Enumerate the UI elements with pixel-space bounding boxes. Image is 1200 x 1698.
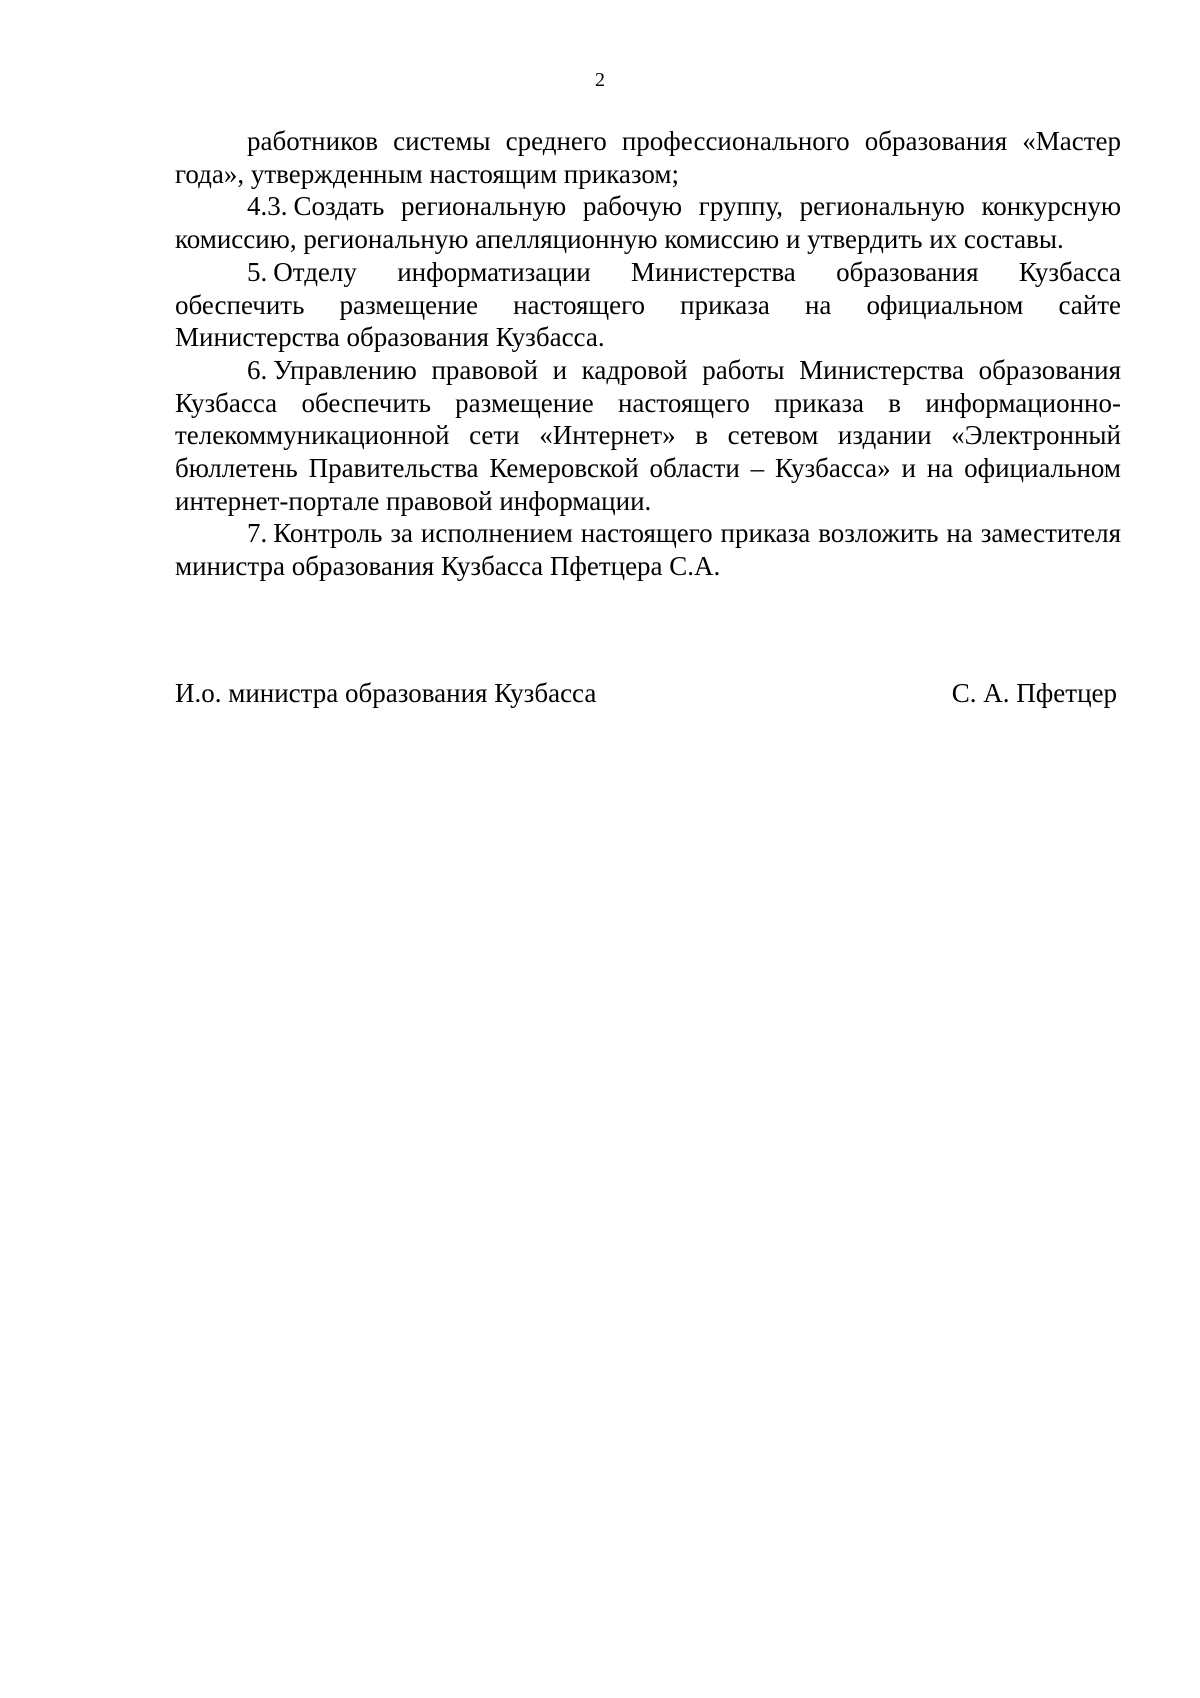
paragraph-number: 6. xyxy=(247,354,268,385)
paragraph-text: Управлению правовой и кадровой работы Министерства образования Кузбасса обеспечить размещение настоящего приказа в информационно-телекоммуникационной сети «Интернет» в сетевом издании «Электронный бюллетень Правительства Кемеровской области – Кузбасса» и на официальном интернет-портале правовой информации. xyxy=(175,354,1121,516)
paragraph-item-7 xyxy=(175,517,1121,582)
paragraph-item-4-3 xyxy=(175,190,1121,255)
paragraph-item-5 xyxy=(175,256,1121,354)
paragraph-number: 7. xyxy=(247,518,268,549)
signatory-name: С. А. Пфетцер xyxy=(951,678,1117,708)
signature-block xyxy=(175,677,1117,709)
page-number: 2 xyxy=(595,69,605,91)
paragraph-number: 5. xyxy=(247,256,268,287)
signatory-position: И.о. министра образования Кузбасса xyxy=(175,678,597,708)
paragraph-continuation xyxy=(175,125,1121,190)
paragraph-item-6 xyxy=(175,354,1121,518)
document-body xyxy=(175,125,1121,583)
paragraph-text: работников системы среднего профессионального образования «Мастер года», утвержденным настоящим приказом; xyxy=(175,126,1121,189)
paragraph-text: Контроль за исполнением настоящего приказа возложить на заместителя министра образования Кузбасса Пфетцера С.А. xyxy=(175,518,1121,582)
paragraph-text: Создать региональную рабочую группу, региональную конкурсную комиссию, региональную апелляционную комиссию и утвердить их составы. xyxy=(175,191,1121,255)
paragraph-text: Отделу информатизации Министерства образования Кузбасса обеспечить размещение настоящего приказа на официальном сайте Министерства образования Кузбасса. xyxy=(175,256,1121,353)
paragraph-number: 4.3. xyxy=(247,191,288,222)
